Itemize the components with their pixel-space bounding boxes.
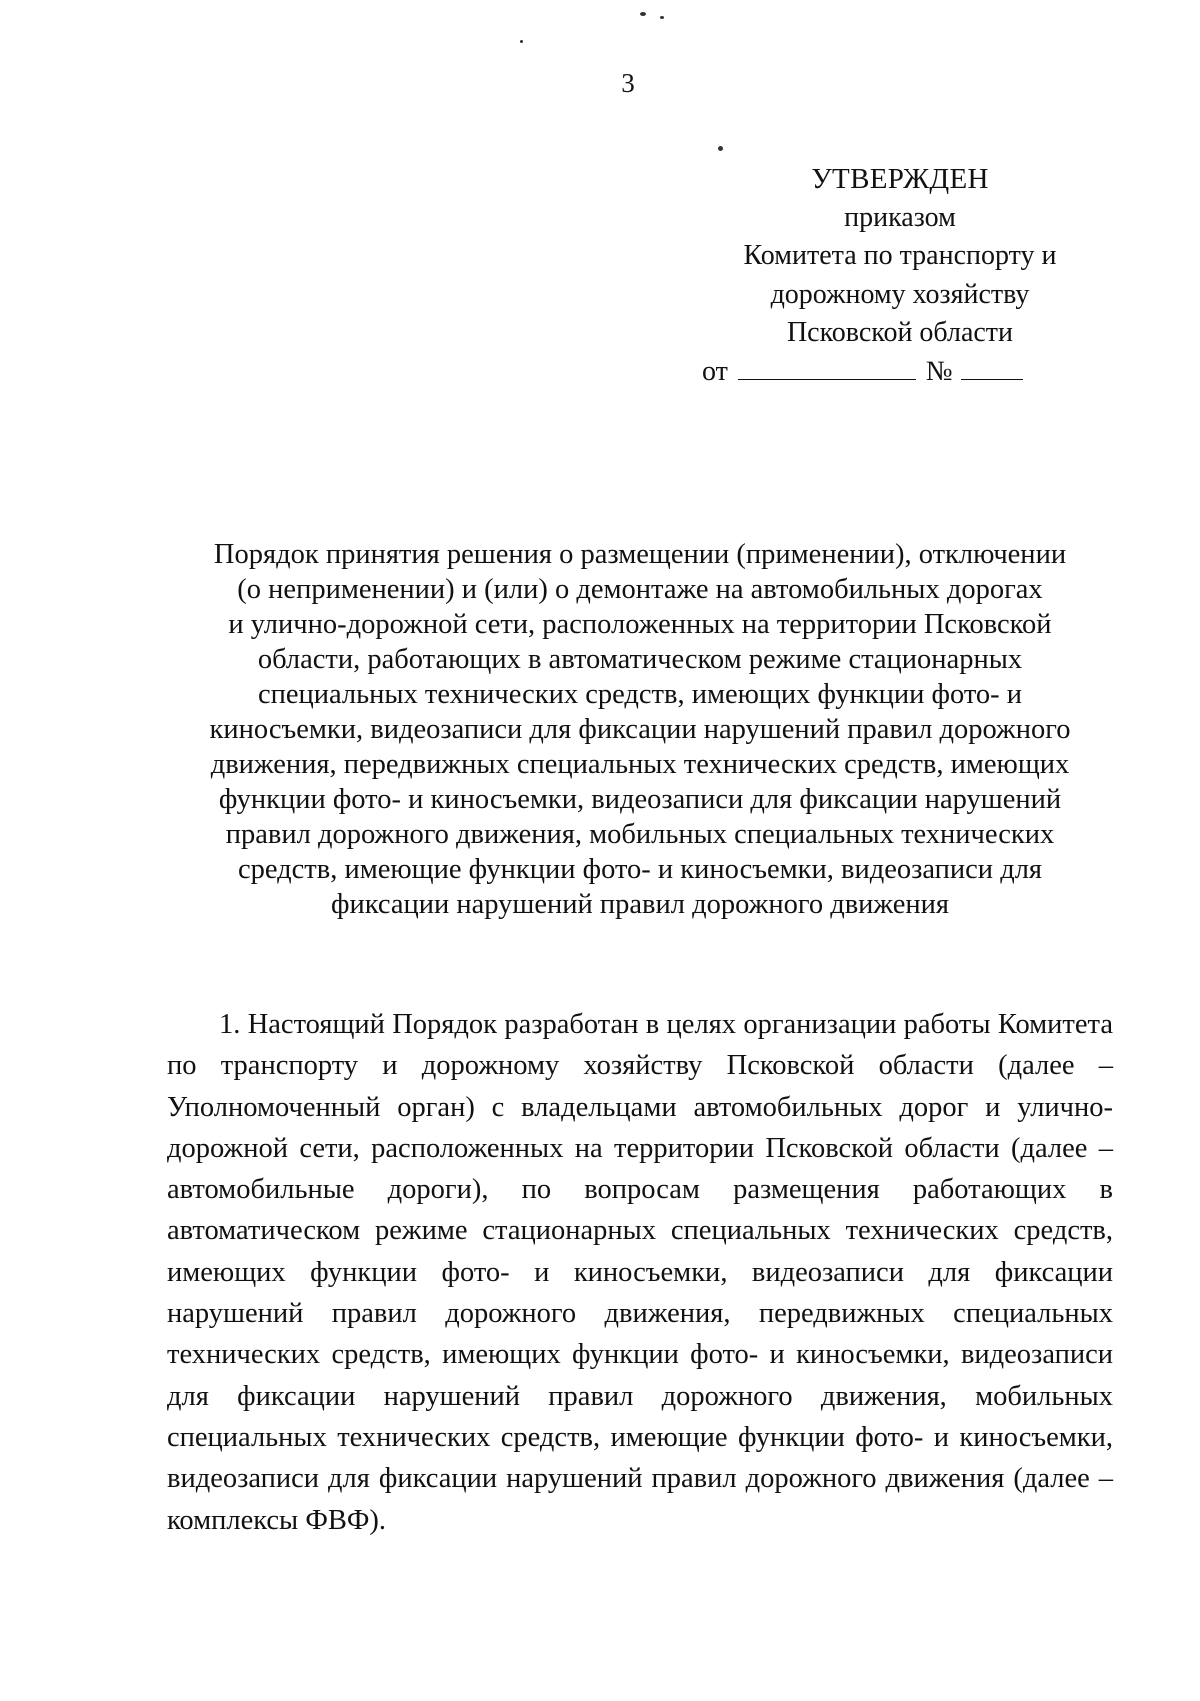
title-line: правил дорожного движения, мобильных специальных технических bbox=[225, 819, 1055, 850]
approval-date-line bbox=[660, 353, 1140, 392]
title-line: средств, имеющие функции фото- и киносъемки, видеозаписи для bbox=[237, 854, 1043, 885]
approval-line: дорожному хозяйству bbox=[770, 278, 1030, 310]
scan-speck bbox=[520, 40, 523, 43]
date-prefix: от bbox=[702, 355, 728, 387]
approval-heading: УТВЕРЖДЕН bbox=[811, 163, 989, 195]
page-number: 3 bbox=[621, 68, 635, 98]
title-line: области, работающих в автоматическом режиме стационарных bbox=[257, 644, 1023, 675]
clause-1-paragraph: 1. Настоящий Порядок разработан в целях организации работы Комитета по транспорту и дорожному хозяйству Псковской области (далее – Уполномоченный орган) с владельцами автомобильных дорог и улично-дорожной сети, расположенных на территории Псковской области (далее – автомобильные дороги), по вопросам размещения работающих в автоматическом режиме стационарных специальных технических средств, имеющих функции фото- и киносъемки, видеозаписи для фиксации нарушений правил дорожного движения, передвижных специальных технических средств, имеющих функции фото- и киносъемки, видеозаписи для фиксации нарушений правил дорожного движения, мобильных специальных технических средств, имеющие функции фото- и киносъемки, видеозаписи для фиксации нарушений правил дорожного движения (далее – комплексы ФВФ). bbox=[167, 1009, 1113, 1536]
title-line: и улично-дорожной сети, расположенных на территории Псковской bbox=[228, 609, 1052, 640]
title-line: киносъемки, видеозаписи для фиксации нарушений правил дорожного bbox=[209, 714, 1071, 745]
approval-stamp-block bbox=[660, 160, 1140, 391]
title-line: (о неприменении) и (или) о демонтаже на автомобильных дорогах bbox=[237, 574, 1043, 605]
scan-speck bbox=[718, 146, 723, 151]
title-line: специальных технических средств, имеющих функции фото- и bbox=[257, 679, 1023, 710]
approval-line: приказом bbox=[844, 201, 956, 233]
title-line: функции фото- и киносъемки, видеозаписи для фиксации нарушений bbox=[218, 784, 1062, 815]
title-line: Порядок принятия решения о размещении (применении), отключении bbox=[213, 539, 1067, 570]
approval-line: Псковской области bbox=[786, 317, 1014, 348]
document-title bbox=[170, 537, 1110, 922]
number-blank bbox=[961, 357, 1023, 380]
title-line: фиксации нарушений правил дорожного движения bbox=[331, 889, 949, 920]
scan-speck bbox=[640, 12, 646, 16]
scan-speck bbox=[660, 16, 664, 19]
date-blank bbox=[738, 357, 916, 380]
number-sign: № bbox=[925, 355, 953, 387]
title-line: движения, передвижных специальных технических средств, имеющих bbox=[210, 749, 1070, 780]
approval-line: Комитета по транспорту и bbox=[743, 240, 1057, 271]
